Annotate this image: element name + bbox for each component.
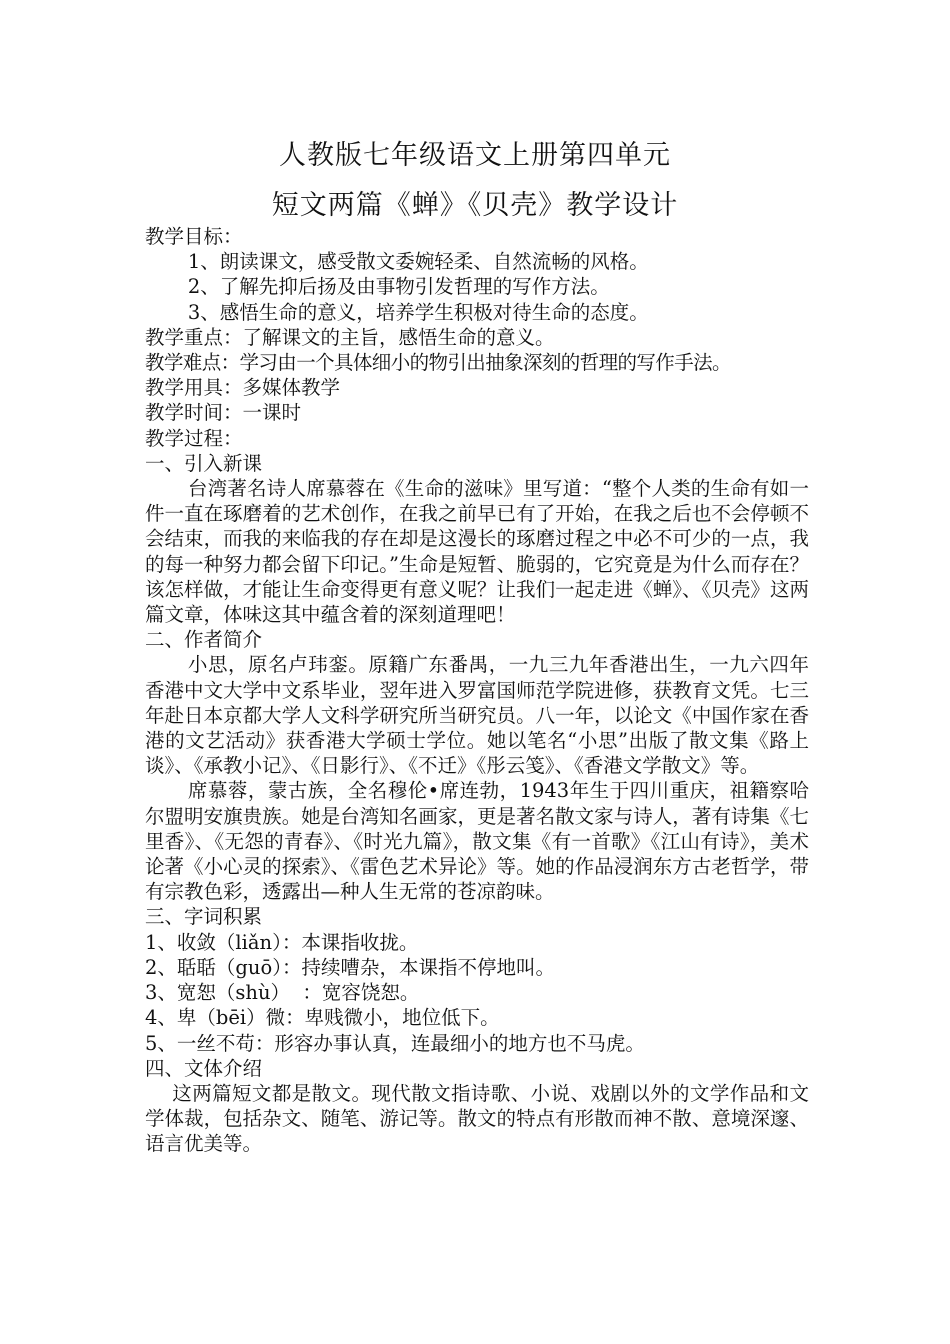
tools: 教学用具：多媒体教学: [145, 376, 341, 400]
objective-item: 1、朗读课文，感受散文委婉轻柔、自然流畅的风格。: [187, 250, 649, 274]
document-body: [145, 224, 809, 1157]
document-subtitle: 短文两篇《蝉》《贝壳》教学设计: [271, 190, 679, 221]
objectives-heading: 教学目标：: [145, 225, 243, 248]
section-heading: 三、字词积累: [145, 905, 263, 929]
key-point: 教学重点：了解课文的主旨，感悟生命的意义。: [145, 325, 555, 349]
time: 教学时间：一课时: [145, 401, 302, 425]
section-heading: 四、文体介绍: [145, 1056, 263, 1080]
objective-item: 3、感悟生命的意义，培养学生积极对待生命的态度。: [187, 300, 649, 324]
author-paragraph: 席慕蓉，蒙古族，全名穆伦•席连勃，1943年生于四川重庆，祖籍察哈尔盟明安旗贵族。她是台湾知名画家，更是著名散文家与诗人，著有诗集《七里香》、《无怨的青春》、《时光九篇》，散文集《有一首歌》《江山有诗》，美术论著《小心灵的探索》、《雷色艺术异论》等。她的作品浸润东方古老哲学，带有宗教色彩，透露出—种人生无常的苍凉韵味。: [145, 779, 809, 904]
difficulty: 教学难点：学习由一个具体细小的物引出抽象深刻的哲理的写作手法。: [145, 351, 731, 375]
genre-paragraph: 这两篇短文都是散文。现代散文指诗歌、小说、戏剧以外的文学作品和文学体裁，包括杂文、随笔、游记等。散文的特点有形散而神不散、意境深邃、语言优美等。: [145, 1081, 809, 1156]
process-heading: 教学过程：: [145, 426, 243, 450]
objective-item: 2、了解先抑后扬及由事物引发哲理的写作方法。: [187, 275, 610, 299]
vocab-item: 4、卑（bēi）微：卑贱微小，地位低下。: [145, 1006, 500, 1030]
author-paragraph: 小思，原名卢玮銮。原籍广东番禺，一九三九年香港出生，一九六四年香港中文大学中文系毕业，翌年进入罗富国师范学院进修，获教育文凭。七三年赴日本京都大学人文科学研究所当研究员。八一年，以论文《中国作家在香港的文艺活动》获香港大学硕士学位。她以笔名“小思”出版了散文集《路上谈》、《承教小记》、《日影行》、《不迁》《彤云笺》、《香港文学散文》等。: [145, 653, 809, 778]
vocab-item: 3、宽恕（shù） ：宽容饶恕。: [145, 981, 420, 1005]
section-heading: 二、作者简介: [145, 628, 263, 652]
intro-paragraph: 台湾著名诗人席慕蓉在《生命的滋味》里写道：“整个人类的生命有如一件一直在琢磨着的艺术创作，在我之前早已有了开始，在我之后也不会停顿不会结束，而我的来临我的存在却是这漫长的琢磨过程之中必不可少的一点，我的每一种努力都会留下印记。”生命是短暂、脆弱的，它究竟是为什么而存在？该怎样做，才能让生命变得更有意义呢？让我们一起走进《蝉》、《贝壳》这两篇文章，体味这其中蕴含着的深刻道理吧！: [145, 477, 809, 627]
document-title: 人教版七年级语文上册第四单元: [279, 140, 671, 171]
section-heading: 一、引入新课: [145, 451, 263, 475]
vocab-item: 2、聒聒（guō）：持续嘈杂，本课指不停地叫。: [145, 955, 555, 979]
vocab-item: 5、一丝不苟：形容办事认真，连最细小的地方也不马虎。: [145, 1031, 645, 1055]
vocab-item: 1、收敛（liǎn）：本课指收拢。: [145, 930, 419, 954]
